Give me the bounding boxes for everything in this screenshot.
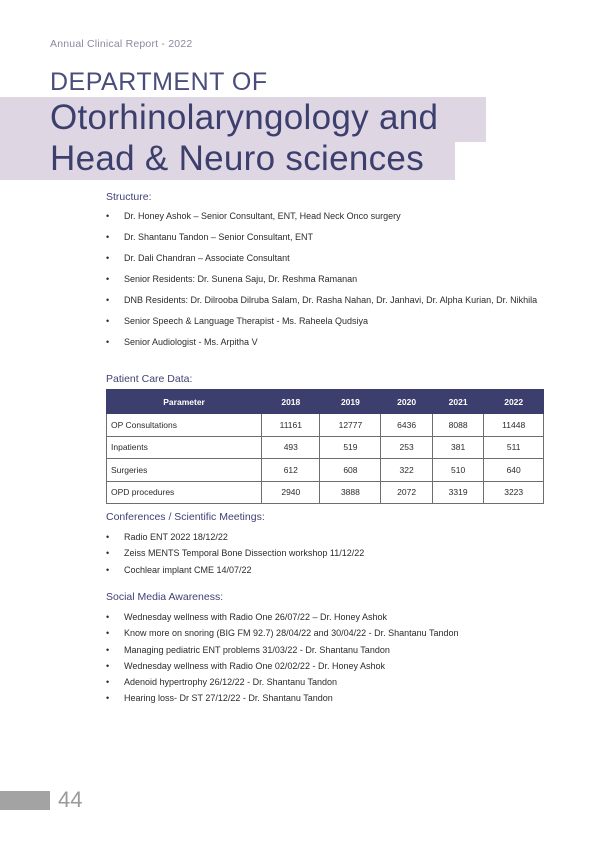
list-item: • Cochlear implant CME 14/07/22: [106, 565, 544, 577]
list-item: • Dr. Honey Ashok – Senior Consultant, ENT, Head Neck Onco surgery: [106, 211, 544, 223]
table-cell: 12777: [320, 414, 381, 437]
table-cell: 6436: [381, 414, 433, 437]
table-cell: 2072: [381, 481, 433, 504]
list-item: • Dr. Shantanu Tandon – Senior Consultant, ENT: [106, 232, 544, 244]
patient-care-heading: Patient Care Data:: [106, 373, 193, 385]
list-item: • Know more on snoring (BIG FM 92.7) 28/04/22 and 30/04/22 - Dr. Shantanu Tandon: [106, 628, 544, 640]
table-cell: 8088: [432, 414, 484, 437]
structure-list: [106, 211, 544, 358]
conferences-list: [106, 532, 544, 581]
list-item: • Senior Speech & Language Therapist - Ms. Raheela Qudsiya: [106, 316, 544, 328]
list-item: • Hearing loss- Dr ST 27/12/22 - Dr. Shantanu Tandon: [106, 693, 544, 705]
structure-heading: Structure:: [106, 191, 152, 203]
page-number: 44: [58, 787, 83, 812]
table-cell: 608: [320, 459, 381, 482]
list-item: • Wednesday wellness with Radio One 02/02/22 - Dr. Honey Ashok: [106, 661, 544, 673]
list-item: • Adenoid hypertrophy 26/12/22 - Dr. Shantanu Tandon: [106, 677, 544, 689]
page-number-bar: [0, 791, 50, 810]
table-cell: 493: [262, 436, 320, 459]
table-cell: 2940: [262, 481, 320, 504]
table-cell: OPD procedures: [107, 481, 262, 504]
table-row: [107, 436, 544, 459]
list-item: • Senior Residents: Dr. Sunena Saju, Dr. Reshma Ramanan: [106, 274, 544, 286]
table-cell: 3888: [320, 481, 381, 504]
page-title-line-2: Head & Neuro sciences: [50, 139, 424, 178]
list-item: • Wednesday wellness with Radio One 26/07/22 – Dr. Honey Ashok: [106, 612, 544, 624]
table-cell: Inpatients: [107, 436, 262, 459]
social-media-heading: Social Media Awareness:: [106, 591, 224, 603]
column-header: Parameter: [107, 390, 262, 414]
table-cell: 3319: [432, 481, 484, 504]
table-cell: 253: [381, 436, 433, 459]
department-prefix: DEPARTMENT OF: [50, 68, 268, 96]
table-cell: 510: [432, 459, 484, 482]
table-cell: 11448: [484, 414, 544, 437]
column-header: 2021: [432, 390, 484, 414]
table-row: [107, 459, 544, 482]
list-item: • Dr. Dali Chandran – Associate Consultant: [106, 253, 544, 265]
table-cell: 322: [381, 459, 433, 482]
table-cell: 612: [262, 459, 320, 482]
list-item: • Managing pediatric ENT problems 31/03/22 - Dr. Shantanu Tandon: [106, 645, 544, 657]
running-head: Annual Clinical Report - 2022: [50, 38, 193, 50]
list-item: • Radio ENT 2022 18/12/22: [106, 532, 544, 544]
table-cell: 3223: [484, 481, 544, 504]
column-header: 2022: [484, 390, 544, 414]
column-header: 2020: [381, 390, 433, 414]
table-cell: 11161: [262, 414, 320, 437]
patient-care-table: [106, 389, 544, 504]
table-cell: 519: [320, 436, 381, 459]
table-cell: 511: [484, 436, 544, 459]
table-row: [107, 481, 544, 504]
conferences-heading: Conferences / Scientific Meetings:: [106, 511, 265, 523]
list-item: • DNB Residents: Dr. Dilrooba Dilruba Salam, Dr. Rasha Nahan, Dr. Janhavi, Dr. Alpha Kurian, Dr. Nikhila: [106, 295, 544, 307]
table-cell: OP Consultations: [107, 414, 262, 437]
list-item: • Zeiss MENTS Temporal Bone Dissection workshop 11/12/22: [106, 548, 544, 560]
column-header: 2019: [320, 390, 381, 414]
table-cell: 640: [484, 459, 544, 482]
list-item: • Senior Audiologist - Ms. Arpitha V: [106, 337, 544, 349]
page-title-line-1: Otorhinolaryngology and: [50, 98, 439, 137]
table-row: [107, 414, 544, 437]
social-media-list: [106, 612, 544, 710]
table-cell: Surgeries: [107, 459, 262, 482]
table-cell: 381: [432, 436, 484, 459]
table-header-row: [107, 390, 544, 414]
column-header: 2018: [262, 390, 320, 414]
